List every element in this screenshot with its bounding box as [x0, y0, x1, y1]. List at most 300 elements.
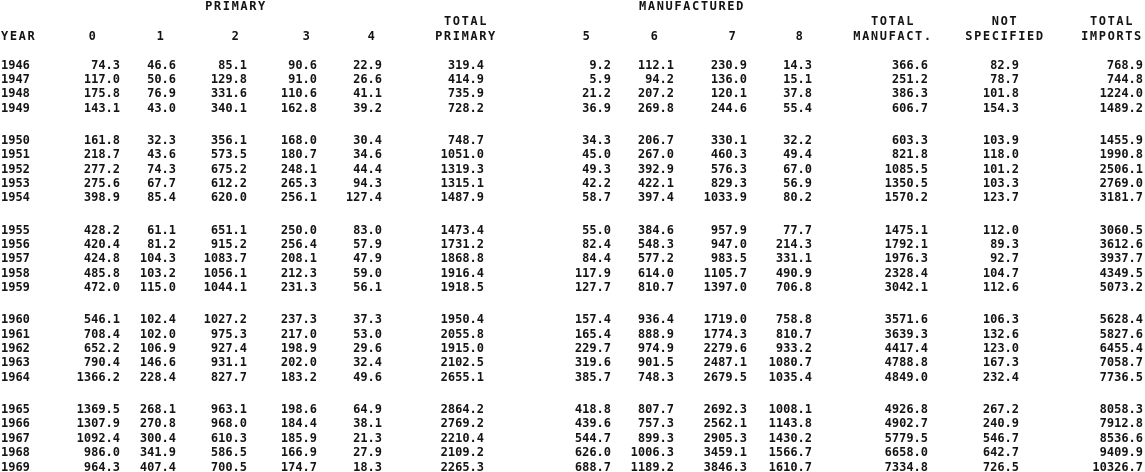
cell-col-1: 102.0: [139, 326, 176, 341]
cell-not-specified: 106.3: [982, 312, 1019, 327]
cell-col-8: 55.4: [783, 100, 812, 115]
cell-col-3: 212.3: [280, 265, 317, 280]
cell-total-imports: 1224.0: [1099, 86, 1143, 101]
cell-col-0: 1366.2: [76, 369, 120, 384]
cell-col-6: 206.7: [637, 132, 674, 147]
cell-col-0: 218.7: [83, 147, 120, 162]
cell-col-7: 983.5: [710, 251, 747, 266]
cell-col-8: 490.9: [775, 265, 812, 280]
cell-col-6: 267.0: [637, 147, 674, 162]
table-row: [0, 402, 1145, 417]
cell-total-imports: 5827.6: [1099, 326, 1143, 341]
cell-year: 1957: [1, 251, 30, 266]
cell-col-4: 83.0: [353, 222, 382, 237]
cell-total-imports: 5073.2: [1099, 280, 1143, 295]
column-header-label: 4: [367, 29, 377, 43]
cell-col-3: 256.1: [280, 190, 317, 205]
cell-not-specified: 118.0: [982, 147, 1019, 162]
cell-col-2: 975.3: [210, 326, 247, 341]
cell-total-imports: 2506.1: [1099, 161, 1143, 176]
cell-not-specified: 240.9: [982, 416, 1019, 431]
column-header-label: 6: [650, 29, 660, 43]
cell-total-primary: 2055.8: [440, 326, 484, 341]
cell-col-3: 168.0: [280, 132, 317, 147]
cell-col-1: 32.3: [147, 132, 176, 147]
cell-total-manufactured: 7334.8: [884, 459, 928, 472]
column-header-1: [141, 30, 181, 42]
cell-col-6: 936.4: [637, 312, 674, 327]
table-row: [0, 100, 1145, 115]
cell-year: 1949: [1, 100, 30, 115]
cell-not-specified: 103.9: [982, 132, 1019, 147]
cell-col-6: 397.4: [637, 190, 674, 205]
cell-total-manufactured: 3042.1: [884, 280, 928, 295]
cell-col-6: 888.9: [637, 326, 674, 341]
cell-col-8: 56.9: [783, 176, 812, 190]
cell-total-manufactured: 6658.0: [884, 445, 928, 460]
cell-not-specified: 112.6: [982, 280, 1019, 295]
cell-col-1: 341.9: [139, 445, 176, 460]
cell-col-0: 1307.9: [76, 416, 120, 431]
cell-col-2: 968.0: [210, 416, 247, 431]
cell-not-specified: 101.2: [982, 161, 1019, 176]
cell-col-4: 37.3: [353, 312, 382, 327]
column-header-line-1: TOTAL: [870, 14, 916, 28]
cell-col-4: 53.0: [353, 326, 382, 341]
cell-col-5: 58.7: [582, 190, 611, 205]
table-row: [0, 251, 1145, 266]
cell-total-primary: 414.9: [447, 71, 484, 86]
cell-col-1: 268.1: [139, 402, 176, 417]
cell-not-specified: 546.7: [982, 430, 1019, 445]
cell-col-5: 117.9: [574, 265, 611, 280]
table-row: [0, 237, 1145, 252]
cell-col-7: 330.1: [710, 132, 747, 147]
cell-col-0: 161.8: [83, 132, 120, 147]
table-row: [0, 71, 1145, 86]
cell-total-manufactured: 251.2: [891, 71, 928, 86]
cell-col-3: 237.3: [280, 312, 317, 327]
cell-col-6: 548.3: [637, 237, 674, 252]
cell-col-6: 112.1: [637, 57, 674, 72]
cell-total-manufactured: 3639.3: [884, 326, 928, 341]
cell-col-6: 1189.2: [630, 459, 674, 472]
table-row: [0, 341, 1145, 356]
cell-not-specified: 103.3: [982, 176, 1019, 190]
cell-col-6: 974.9: [637, 341, 674, 356]
cell-col-6: 748.3: [637, 369, 674, 384]
column-header-line-1: TOTAL: [1089, 14, 1135, 28]
cell-year: 1953: [1, 176, 30, 190]
cell-not-specified: 101.8: [982, 86, 1019, 101]
cell-col-0: 143.1: [83, 100, 120, 115]
cell-col-7: 1719.0: [703, 312, 747, 327]
cell-col-6: 899.3: [637, 430, 674, 445]
cell-total-imports: 2769.0: [1099, 176, 1143, 190]
cell-col-1: 43.0: [147, 100, 176, 115]
cell-col-4: 30.4: [353, 132, 382, 147]
table-row: [0, 265, 1145, 280]
table-row: [0, 280, 1145, 295]
cell-total-manufactured: 1475.1: [884, 222, 928, 237]
cell-col-4: 26.6: [353, 71, 382, 86]
year-group: [0, 57, 1145, 115]
cell-col-0: 546.1: [83, 312, 120, 327]
table-row: [0, 178, 1145, 188]
cell-col-2: 610.3: [210, 430, 247, 445]
cell-year: 1946: [1, 57, 30, 72]
column-header-5: [567, 30, 607, 42]
cell-col-6: 384.6: [637, 222, 674, 237]
cell-total-primary: 319.4: [447, 57, 484, 72]
cell-col-4: 57.9: [353, 237, 382, 252]
cell-total-primary: 1731.2: [440, 237, 484, 252]
cell-total-manufactured: 2328.4: [884, 265, 928, 280]
cell-col-8: 214.3: [775, 237, 812, 252]
cell-total-manufactured: 4902.7: [884, 416, 928, 431]
column-header-line-1: TOTAL: [443, 14, 489, 28]
cell-total-primary: 1868.8: [440, 251, 484, 266]
cell-col-1: 115.0: [139, 280, 176, 295]
cell-col-4: 49.6: [353, 369, 382, 384]
cell-col-3: 265.3: [280, 176, 317, 190]
cell-col-6: 577.2: [637, 251, 674, 266]
cell-col-0: 964.3: [83, 459, 120, 472]
column-header-label: YEAR: [1, 29, 37, 43]
cell-col-8: 758.8: [775, 312, 812, 327]
cell-total-manufactured: 3571.6: [884, 312, 928, 327]
cell-total-manufactured: 1976.3: [884, 251, 928, 266]
cell-col-5: 36.9: [582, 100, 611, 115]
cell-not-specified: 89.3: [990, 237, 1019, 252]
cell-total-imports: 1489.2: [1099, 100, 1143, 115]
cell-col-5: 45.0: [582, 147, 611, 162]
cell-col-0: 117.0: [83, 71, 120, 86]
column-header-line-2: IMPORTS: [1081, 29, 1143, 43]
cell-year: 1966: [1, 416, 30, 431]
column-header-line-2: SPECIFIED: [965, 29, 1045, 43]
cell-col-0: 175.8: [83, 86, 120, 101]
cell-total-primary: 2102.5: [440, 355, 484, 370]
cell-col-7: 947.0: [710, 237, 747, 252]
cell-col-7: 2679.5: [703, 369, 747, 384]
cell-col-1: 43.6: [147, 147, 176, 162]
cell-total-manufactured: 821.8: [891, 147, 928, 162]
cell-col-6: 422.1: [637, 176, 674, 190]
cell-not-specified: 154.3: [982, 100, 1019, 115]
cell-col-3: 174.7: [280, 459, 317, 472]
cell-col-3: 110.6: [280, 86, 317, 101]
cell-col-1: 407.4: [139, 459, 176, 472]
cell-total-imports: 8536.6: [1099, 430, 1143, 445]
year-group: [0, 404, 1145, 471]
cell-col-2: 620.0: [210, 190, 247, 205]
cell-col-1: 103.2: [139, 265, 176, 280]
table-row: [0, 147, 1145, 162]
cell-col-3: 202.0: [280, 355, 317, 370]
cell-col-8: 1080.7: [768, 355, 812, 370]
cell-col-7: 2279.6: [703, 341, 747, 356]
cell-col-4: 34.6: [353, 147, 382, 162]
cell-total-manufactured: 1792.1: [884, 237, 928, 252]
cell-col-7: 244.6: [710, 100, 747, 115]
column-header-not-specified: [963, 15, 1047, 45]
cell-total-manufactured: 1570.2: [884, 190, 928, 205]
cell-col-5: 688.7: [574, 459, 611, 472]
cell-col-2: 963.1: [210, 402, 247, 417]
cell-col-4: 27.9: [353, 445, 382, 460]
cell-year: 1967: [1, 430, 30, 445]
cell-not-specified: 112.0: [982, 222, 1019, 237]
cell-not-specified: 92.7: [990, 251, 1019, 266]
cell-total-primary: 1473.4: [440, 222, 484, 237]
cell-col-8: 14.3: [783, 57, 812, 72]
cell-col-2: 1027.2: [203, 312, 247, 327]
cell-total-manufactured: 1085.5: [884, 161, 928, 176]
cell-not-specified: 267.2: [982, 402, 1019, 417]
cell-col-2: 651.1: [210, 222, 247, 237]
cell-year: 1947: [1, 71, 30, 86]
cell-col-1: 270.8: [139, 416, 176, 431]
cell-col-7: 957.9: [710, 222, 747, 237]
cell-col-7: 460.3: [710, 147, 747, 162]
cell-total-imports: 7058.7: [1099, 355, 1143, 370]
cell-col-3: 256.4: [280, 237, 317, 252]
table-row: [0, 190, 1145, 205]
cell-col-5: 626.0: [574, 445, 611, 460]
cell-total-manufactured: 4849.0: [884, 369, 928, 384]
cell-col-0: 420.4: [83, 237, 120, 252]
cell-col-6: 1006.3: [630, 445, 674, 460]
cell-col-4: 47.9: [353, 251, 382, 266]
cell-total-imports: 4349.5: [1099, 265, 1143, 280]
cell-col-4: 22.9: [353, 57, 382, 72]
cell-total-primary: 1916.4: [440, 265, 484, 280]
cell-col-4: 44.4: [353, 161, 382, 176]
cell-total-imports: 5628.4: [1099, 312, 1143, 327]
cell-col-8: 67.0: [783, 161, 812, 176]
cell-col-2: 675.2: [210, 161, 247, 176]
cell-col-0: 428.2: [83, 222, 120, 237]
cell-col-8: 331.1: [775, 251, 812, 266]
table-row: [0, 132, 1145, 147]
cell-col-8: 1035.4: [768, 369, 812, 384]
cell-col-7: 2487.1: [703, 355, 747, 370]
table-row: [0, 326, 1145, 341]
cell-col-0: 790.4: [83, 355, 120, 370]
cell-col-0: 708.4: [83, 326, 120, 341]
cell-col-7: 3459.1: [703, 445, 747, 460]
cell-total-imports: 10326.7: [1092, 459, 1143, 472]
cell-total-primary: 2864.2: [440, 402, 484, 417]
cell-total-manufactured: 4926.8: [884, 402, 928, 417]
cell-total-primary: 2655.1: [440, 369, 484, 384]
cell-col-7: 230.9: [710, 57, 747, 72]
cell-year: 1961: [1, 326, 30, 341]
cell-total-primary: 2265.3: [440, 459, 484, 472]
cell-not-specified: 167.3: [982, 355, 1019, 370]
cell-col-2: 1056.1: [203, 265, 247, 280]
cell-total-primary: 1051.0: [440, 147, 484, 162]
cell-col-2: 340.1: [210, 100, 247, 115]
cell-total-manufactured: 5779.5: [884, 430, 928, 445]
cell-year: 1948: [1, 86, 30, 101]
cell-total-manufactured: 1350.5: [884, 176, 928, 190]
cell-col-5: 385.7: [574, 369, 611, 384]
cell-col-8: 49.4: [783, 147, 812, 162]
cell-col-5: 5.9: [589, 71, 611, 86]
cell-col-1: 76.9: [147, 86, 176, 101]
column-header-label: 8: [795, 29, 805, 43]
cell-not-specified: 82.9: [990, 57, 1019, 72]
cell-col-0: 74.3: [91, 57, 120, 72]
column-header-year: [1, 30, 41, 42]
cell-year: 1965: [1, 402, 30, 417]
cell-col-1: 74.3: [147, 161, 176, 176]
cell-total-primary: 748.7: [447, 132, 484, 147]
cell-total-imports: 744.8: [1106, 71, 1143, 86]
cell-col-3: 231.3: [280, 280, 317, 295]
cell-col-3: 248.1: [280, 161, 317, 176]
cell-col-0: 398.9: [83, 190, 120, 205]
cell-total-primary: 1950.4: [440, 312, 484, 327]
cell-col-4: 38.1: [353, 416, 382, 431]
column-header-7: [713, 30, 753, 42]
cell-col-2: 700.5: [210, 459, 247, 472]
cell-col-7: 1397.0: [703, 280, 747, 295]
cell-col-2: 1044.1: [203, 280, 247, 295]
cell-col-5: 157.4: [574, 312, 611, 327]
cell-col-1: 81.2: [147, 237, 176, 252]
table-row: [0, 222, 1145, 237]
cell-total-imports: 9409.9: [1099, 445, 1143, 460]
cell-col-5: 82.4: [582, 237, 611, 252]
cell-col-5: 229.7: [574, 341, 611, 356]
cell-col-1: 50.6: [147, 71, 176, 86]
cell-col-8: 1566.7: [768, 445, 812, 460]
cell-col-6: 757.3: [637, 416, 674, 431]
cell-year: 1951: [1, 147, 30, 162]
cell-col-3: 162.8: [280, 100, 317, 115]
cell-total-manufactured: 606.7: [891, 100, 928, 115]
cell-total-imports: 8058.3: [1099, 402, 1143, 417]
cell-col-8: 933.2: [775, 341, 812, 356]
cell-total-primary: 2109.2: [440, 445, 484, 460]
cell-total-imports: 6455.4: [1099, 341, 1143, 356]
column-header-label: 5: [582, 29, 592, 43]
cell-col-3: 184.4: [280, 416, 317, 431]
cell-col-2: 129.8: [210, 71, 247, 86]
cell-total-imports: 768.9: [1106, 57, 1143, 72]
cell-total-manufactured: 4417.4: [884, 341, 928, 356]
cell-col-7: 120.1: [710, 86, 747, 101]
cell-not-specified: 104.7: [982, 265, 1019, 280]
cell-col-2: 915.2: [210, 237, 247, 252]
cell-col-0: 424.8: [83, 251, 120, 266]
cell-col-6: 901.5: [637, 355, 674, 370]
cell-col-8: 32.2: [783, 132, 812, 147]
cell-col-6: 810.7: [637, 280, 674, 295]
cell-col-3: 180.7: [280, 147, 317, 162]
cell-total-imports: 1990.8: [1099, 147, 1143, 162]
cell-col-7: 1105.7: [703, 265, 747, 280]
cell-col-8: 80.2: [783, 190, 812, 205]
cell-col-5: 9.2: [589, 57, 611, 72]
cell-total-primary: 2769.2: [440, 416, 484, 431]
table-row: [0, 430, 1145, 445]
column-header-6: [635, 30, 675, 42]
cell-col-0: 1369.5: [76, 402, 120, 417]
cell-year: 1960: [1, 312, 30, 327]
cell-col-5: 165.4: [574, 326, 611, 341]
cell-col-5: 319.6: [574, 355, 611, 370]
cell-col-3: 198.6: [280, 402, 317, 417]
column-header-0: [73, 30, 113, 42]
cell-col-7: 2692.3: [703, 402, 747, 417]
column-header-line-1: NOT: [991, 14, 1019, 28]
cell-col-5: 84.4: [582, 251, 611, 266]
cell-col-7: 3846.3: [703, 459, 747, 472]
cell-total-imports: 7912.8: [1099, 416, 1143, 431]
cell-col-5: 55.0: [582, 222, 611, 237]
table-row: [0, 369, 1145, 384]
cell-col-0: 277.2: [83, 161, 120, 176]
cell-col-1: 102.4: [139, 312, 176, 327]
cell-col-1: 300.4: [139, 430, 176, 445]
cell-total-primary: 728.2: [447, 100, 484, 115]
cell-year: 1963: [1, 355, 30, 370]
column-header-2: [216, 30, 256, 42]
table-row: [0, 161, 1145, 176]
cell-col-8: 706.8: [775, 280, 812, 295]
column-header-line-2: PRIMARY: [435, 29, 497, 43]
cell-not-specified: 642.7: [982, 445, 1019, 460]
table-row: [0, 459, 1145, 472]
cell-col-5: 34.3: [582, 132, 611, 147]
cell-col-3: 91.0: [288, 71, 317, 86]
cell-year: 1964: [1, 369, 30, 384]
cell-col-4: 94.3: [353, 176, 382, 190]
column-header-line-2: MANUFACT.: [853, 29, 933, 43]
cell-total-primary: 1315.1: [440, 176, 484, 190]
cell-col-4: 21.3: [353, 430, 382, 445]
cell-col-3: 90.6: [288, 57, 317, 72]
cell-year: 1954: [1, 190, 30, 205]
cell-total-manufactured: 603.3: [891, 132, 928, 147]
cell-col-6: 614.0: [637, 265, 674, 280]
cell-col-8: 1143.8: [768, 416, 812, 431]
cell-col-8: 77.7: [783, 222, 812, 237]
cell-col-7: 2562.1: [703, 416, 747, 431]
cell-col-1: 67.7: [147, 176, 176, 190]
cell-col-6: 269.8: [637, 100, 674, 115]
table-row: [0, 86, 1145, 101]
cell-col-7: 1774.3: [703, 326, 747, 341]
cell-col-3: 185.9: [280, 430, 317, 445]
cell-col-0: 986.0: [83, 445, 120, 460]
cell-col-8: 1610.7: [768, 459, 812, 472]
cell-col-5: 21.2: [582, 86, 611, 101]
cell-total-imports: 1455.9: [1099, 132, 1143, 147]
cell-col-2: 331.6: [210, 86, 247, 101]
cell-not-specified: 123.7: [982, 190, 1019, 205]
cell-year: 1956: [1, 237, 30, 252]
cell-year: 1959: [1, 280, 30, 295]
cell-col-7: 136.0: [710, 71, 747, 86]
table-row: [0, 416, 1145, 431]
cell-col-1: 61.1: [147, 222, 176, 237]
cell-col-7: 2905.3: [703, 430, 747, 445]
